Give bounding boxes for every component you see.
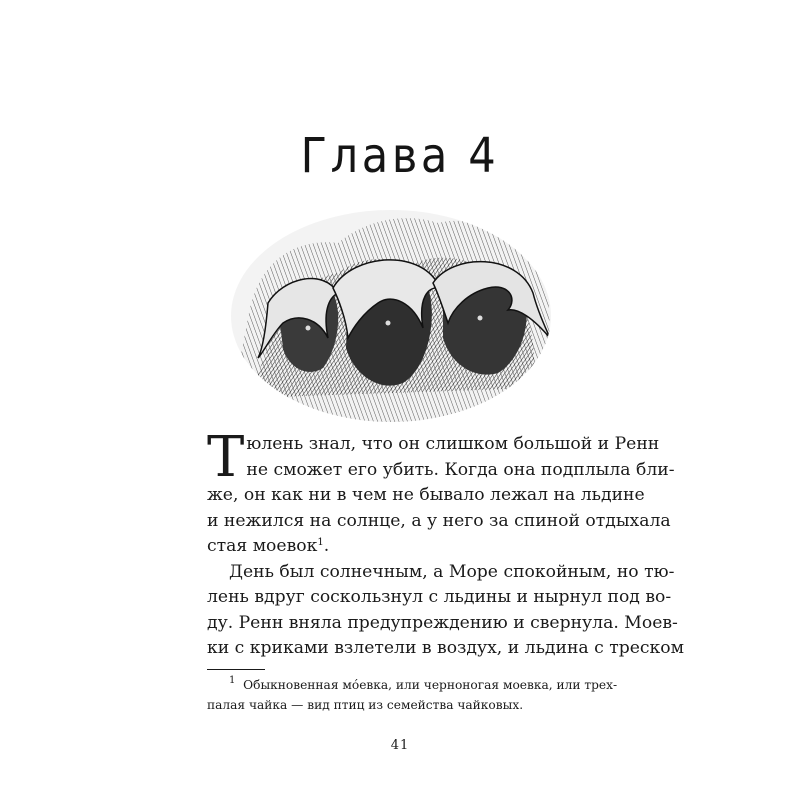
paragraph-1 — [207, 425, 675, 560]
footnote-line: палая чайка — вид птиц из семейства чайковых. — [207, 697, 524, 712]
text-line: ду. Ренн вняла предупреждению и свернула. Моев- — [207, 612, 678, 633]
drop-cap: Т — [207, 425, 245, 490]
text-line: и нежился на солнце, а у него за спиной отдыхала — [207, 510, 671, 531]
footnote-rule — [207, 669, 265, 670]
footnote — [207, 675, 618, 715]
text-line: юлень знал, что он слишком большой и Ренн — [246, 434, 660, 454]
text-line: День был солнечным, а Море спокойным, но тю- — [229, 561, 675, 582]
musk-oxen-illustration — [228, 198, 554, 424]
text-line: же, он как ни в чем не бывало лежал на льдине — [207, 485, 645, 505]
footnote-marker: 1 — [229, 675, 236, 686]
body-text — [207, 425, 684, 662]
text-line: лень вдруг соскользнул с льдины и нырнул под во- — [207, 587, 672, 607]
footnote-line: $^1$ Обыкновенная мóевка, или черноногая моевка, или трех- — [229, 675, 618, 692]
page-number: 41 — [390, 738, 410, 753]
footnote-ref: 1 — [317, 537, 324, 548]
paragraph-2 — [207, 560, 684, 662]
chapter-title: Глава 4 — [300, 128, 500, 184]
text-line: стая моевок$^1$. — [207, 536, 330, 556]
text-line: не сможет его убить. Когда она подплыла бли- — [246, 459, 675, 480]
text-line: ки с криками взлетели в воздух, и льдина с треском — [207, 638, 684, 658]
